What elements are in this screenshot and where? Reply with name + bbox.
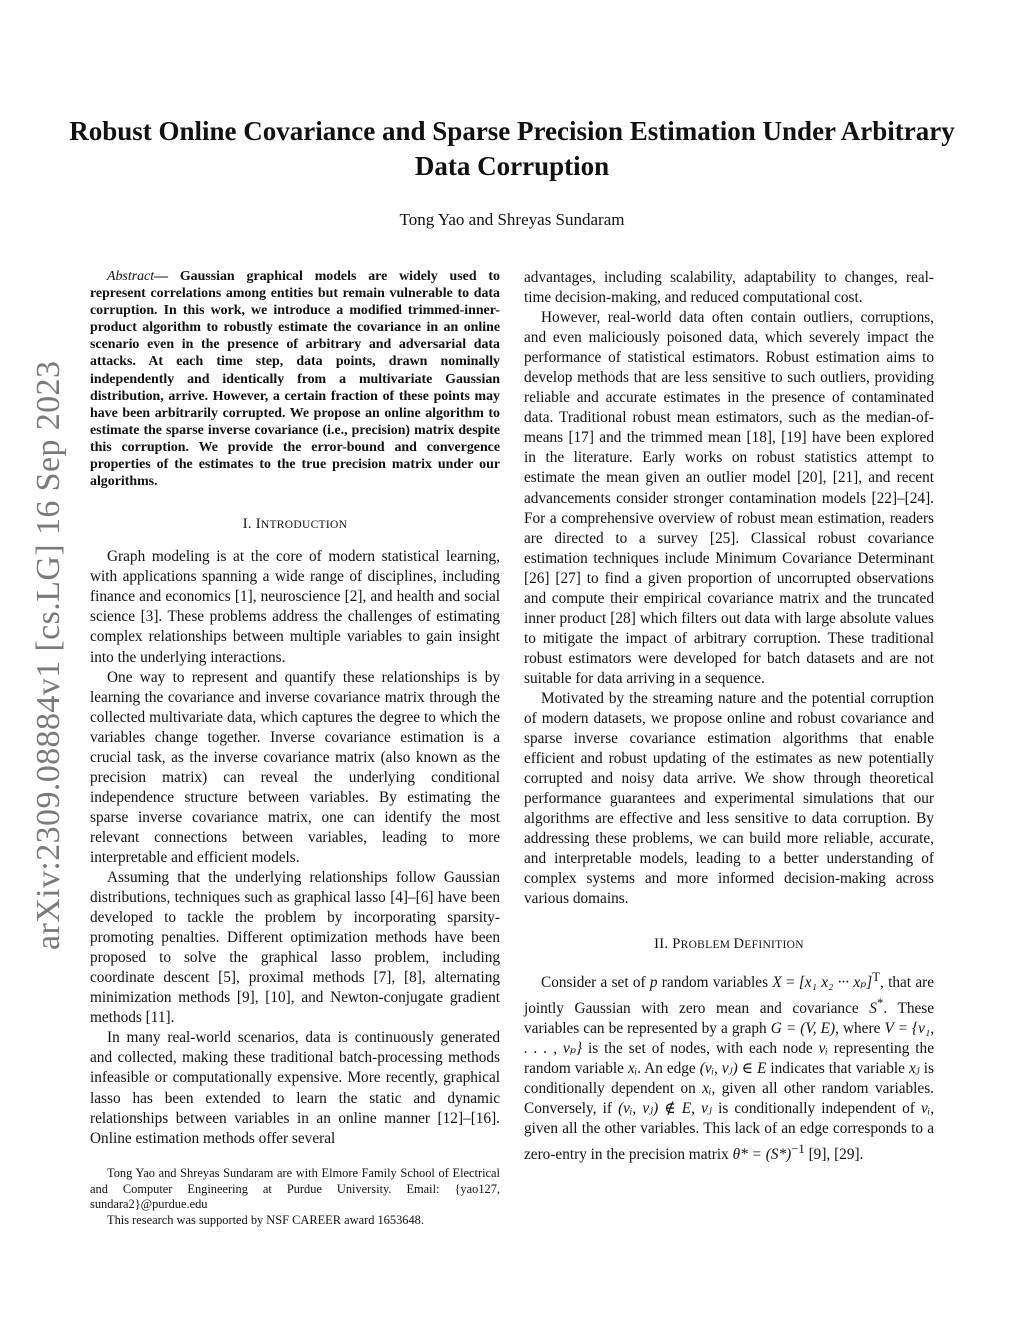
footnote-affiliation: Tong Yao and Shreyas Sundaram are with Elmore Family School of Electrical and Computer Engineering at Purdue University. Email: {yao127, sundara2}@purdue.edu: [90, 1166, 500, 1212]
section-heading-problem-definition: II. PROBLEM DEFINITION: [654, 935, 804, 952]
paper-authors: Tong Yao and Shreyas Sundaram: [399, 210, 625, 229]
arxiv-stamp: arXiv:2309.08884v1 [cs.LG] 16 Sep 2023: [30, 360, 67, 950]
abstract-text: Gaussian graphical models are widely used to represent correlations among entities but remain vulnerable to data corruption. In this work, we introduce a modified trimmed-inner-product algorithm to robustly estimate the covariance in an online scenario even in the presence of arbitrary and adversarial data attacks. At each time step, data points, drawn nominally independently and identically from a multivariate Gaussian distribution, arrive. However, a certain fraction of these points may have been arbitrarily corrupted. We propose an online algorithm to estimate the sparse inverse covariance (i.e., precision) matrix despite this corruption. We provide the error-bound and convergence properties of the estimates to the true precision matrix under our algorithms.: [90, 269, 500, 490]
abstract-dash: —: [154, 269, 180, 284]
footnote-funding: This research was supported by NSF CAREER award 1653648.: [107, 1212, 424, 1227]
right-column: [524, 268, 934, 1165]
abstract: [90, 268, 500, 490]
intro-paragraph: Assuming that the underlying relationships follow Gaussian distributions, techniques such as graphical lasso [4]–[6] have been developed to tackle the problem by incorporating sparsity-promoting penalties. Different optimization methods have been proposed to solve the graphical lasso problem, including coordinate descent [5], proximal methods [7], [8], alternating minimization methods [9], [10], and Newton-conjugate gradient methods [11].: [90, 869, 500, 1027]
problem-paragraph: Consider a set of p random variables X = [x₁ x₂ ··· xₚ]$^T$, that are jointly Gaussian with zero mean and covariance S*. These variables can be represented by a graph G = (V, E), where V = {v₁, . . . , vₚ} is the set of nodes, with each node vᵢ representing the random variable xᵢ. An edge (vᵢ, vⱼ) ∈ E indicates that variable xⱼ is conditionally dependent on xᵢ, given all other random variables. Conversely, if (vᵢ, vⱼ) ∉ E, vⱼ is conditionally independent of vᵢ, given all the other variables. This lack of an edge corresponds to a zero-entry in the precision matrix $\theta* = (S*)^{-1}$ [9], [29].: [524, 969, 935, 1164]
body-paragraph: However, real-world data often contain outliers, corruptions, and even maliciously poisoned data, which severely impact the performance of statistical estimators. Robust estimation aims to develop methods that are less sensitive to such outliers, providing reliable and accurate estimates in the presence of contaminated data. Traditional robust mean estimators, such as the median-of-means [17] and the trimmed mean [18], [19] have been explored in the literature. Early works on robust statistics attempt to estimate the mean given an outlier model [20], [21], and recent advancements consider stronger contamination models [22]–[24]. For a comprehensive overview of robust mean estimation, readers are directed to a survey [25]. Classical robust covariance estimation techniques include Minimum Covariance Determinant [26] [27] to find a given proportion of uncorrupted observations and compute their empirical covariance matrix and the truncated inner product [28] which filters out data with large absolute values to mitigate the impact of arbitrary corruption. These traditional robust estimators were developed for batch datasets and are not suitable for data arriving in a sequence.: [524, 309, 934, 687]
intro-paragraph: One way to represent and quantify these relationships is by learning the covariance and inverse covariance matrix through the collected multivariate data, which captures the degree to which the variables change together. Inverse covariance estimation is a crucial task, as the inverse covariance matrix (also known as the precision matrix) can reveal the underlying conditional independence structure between variables. By estimating the sparse inverse covariance matrix, one can identify the most relevant connections between variables, leading to more interpretable and efficient models.: [90, 668, 500, 866]
paper-title: Robust Online Covariance and Sparse Precision Estimation Under Arbitrary Data Corruption: [69, 116, 955, 181]
intro-paragraph: Graph modeling is at the core of modern statistical learning, with applications spanning a wide range of disciplines, including finance and economics [1], neuroscience [2], and health and social science [3]. These problems address the challenges of estimating complex relationships between multiple variables to gain insight into the underlying interactions.: [90, 548, 500, 666]
section-heading-introduction: I. INTRODUCTION: [242, 516, 348, 533]
body-paragraph: advantages, including scalability, adaptability to changes, real-time decision-making, and reduced computational cost.: [524, 269, 934, 307]
abstract-label: Abstract: [107, 269, 155, 284]
footnotes: [90, 1166, 500, 1228]
left-column: [90, 268, 500, 1149]
intro-paragraph: In many real-world scenarios, data is continuously generated and collected, making these traditional batch-processing methods infeasible or computationally expensive. More recently, graphical lasso has been extended to learn the static and dynamic relationships between variables in an online manner [12]–[16]. Online estimation methods offer several: [90, 1029, 500, 1147]
body-paragraph: Motivated by the streaming nature and the potential corruption of modern datasets, we propose online and robust covariance and sparse inverse covariance estimation algorithms that enable efficient and robust updating of the estimates as new potentially corrupted and noisy data arrive. We show through theoretical performance guarantees and experimental simulations that our algorithms are effective and less sensitive to data corruption. By addressing these problems, we can build more reliable, accurate, and interpretable models, leading to a better understanding of complex systems and more informed decision-making across various domains.: [524, 689, 934, 908]
